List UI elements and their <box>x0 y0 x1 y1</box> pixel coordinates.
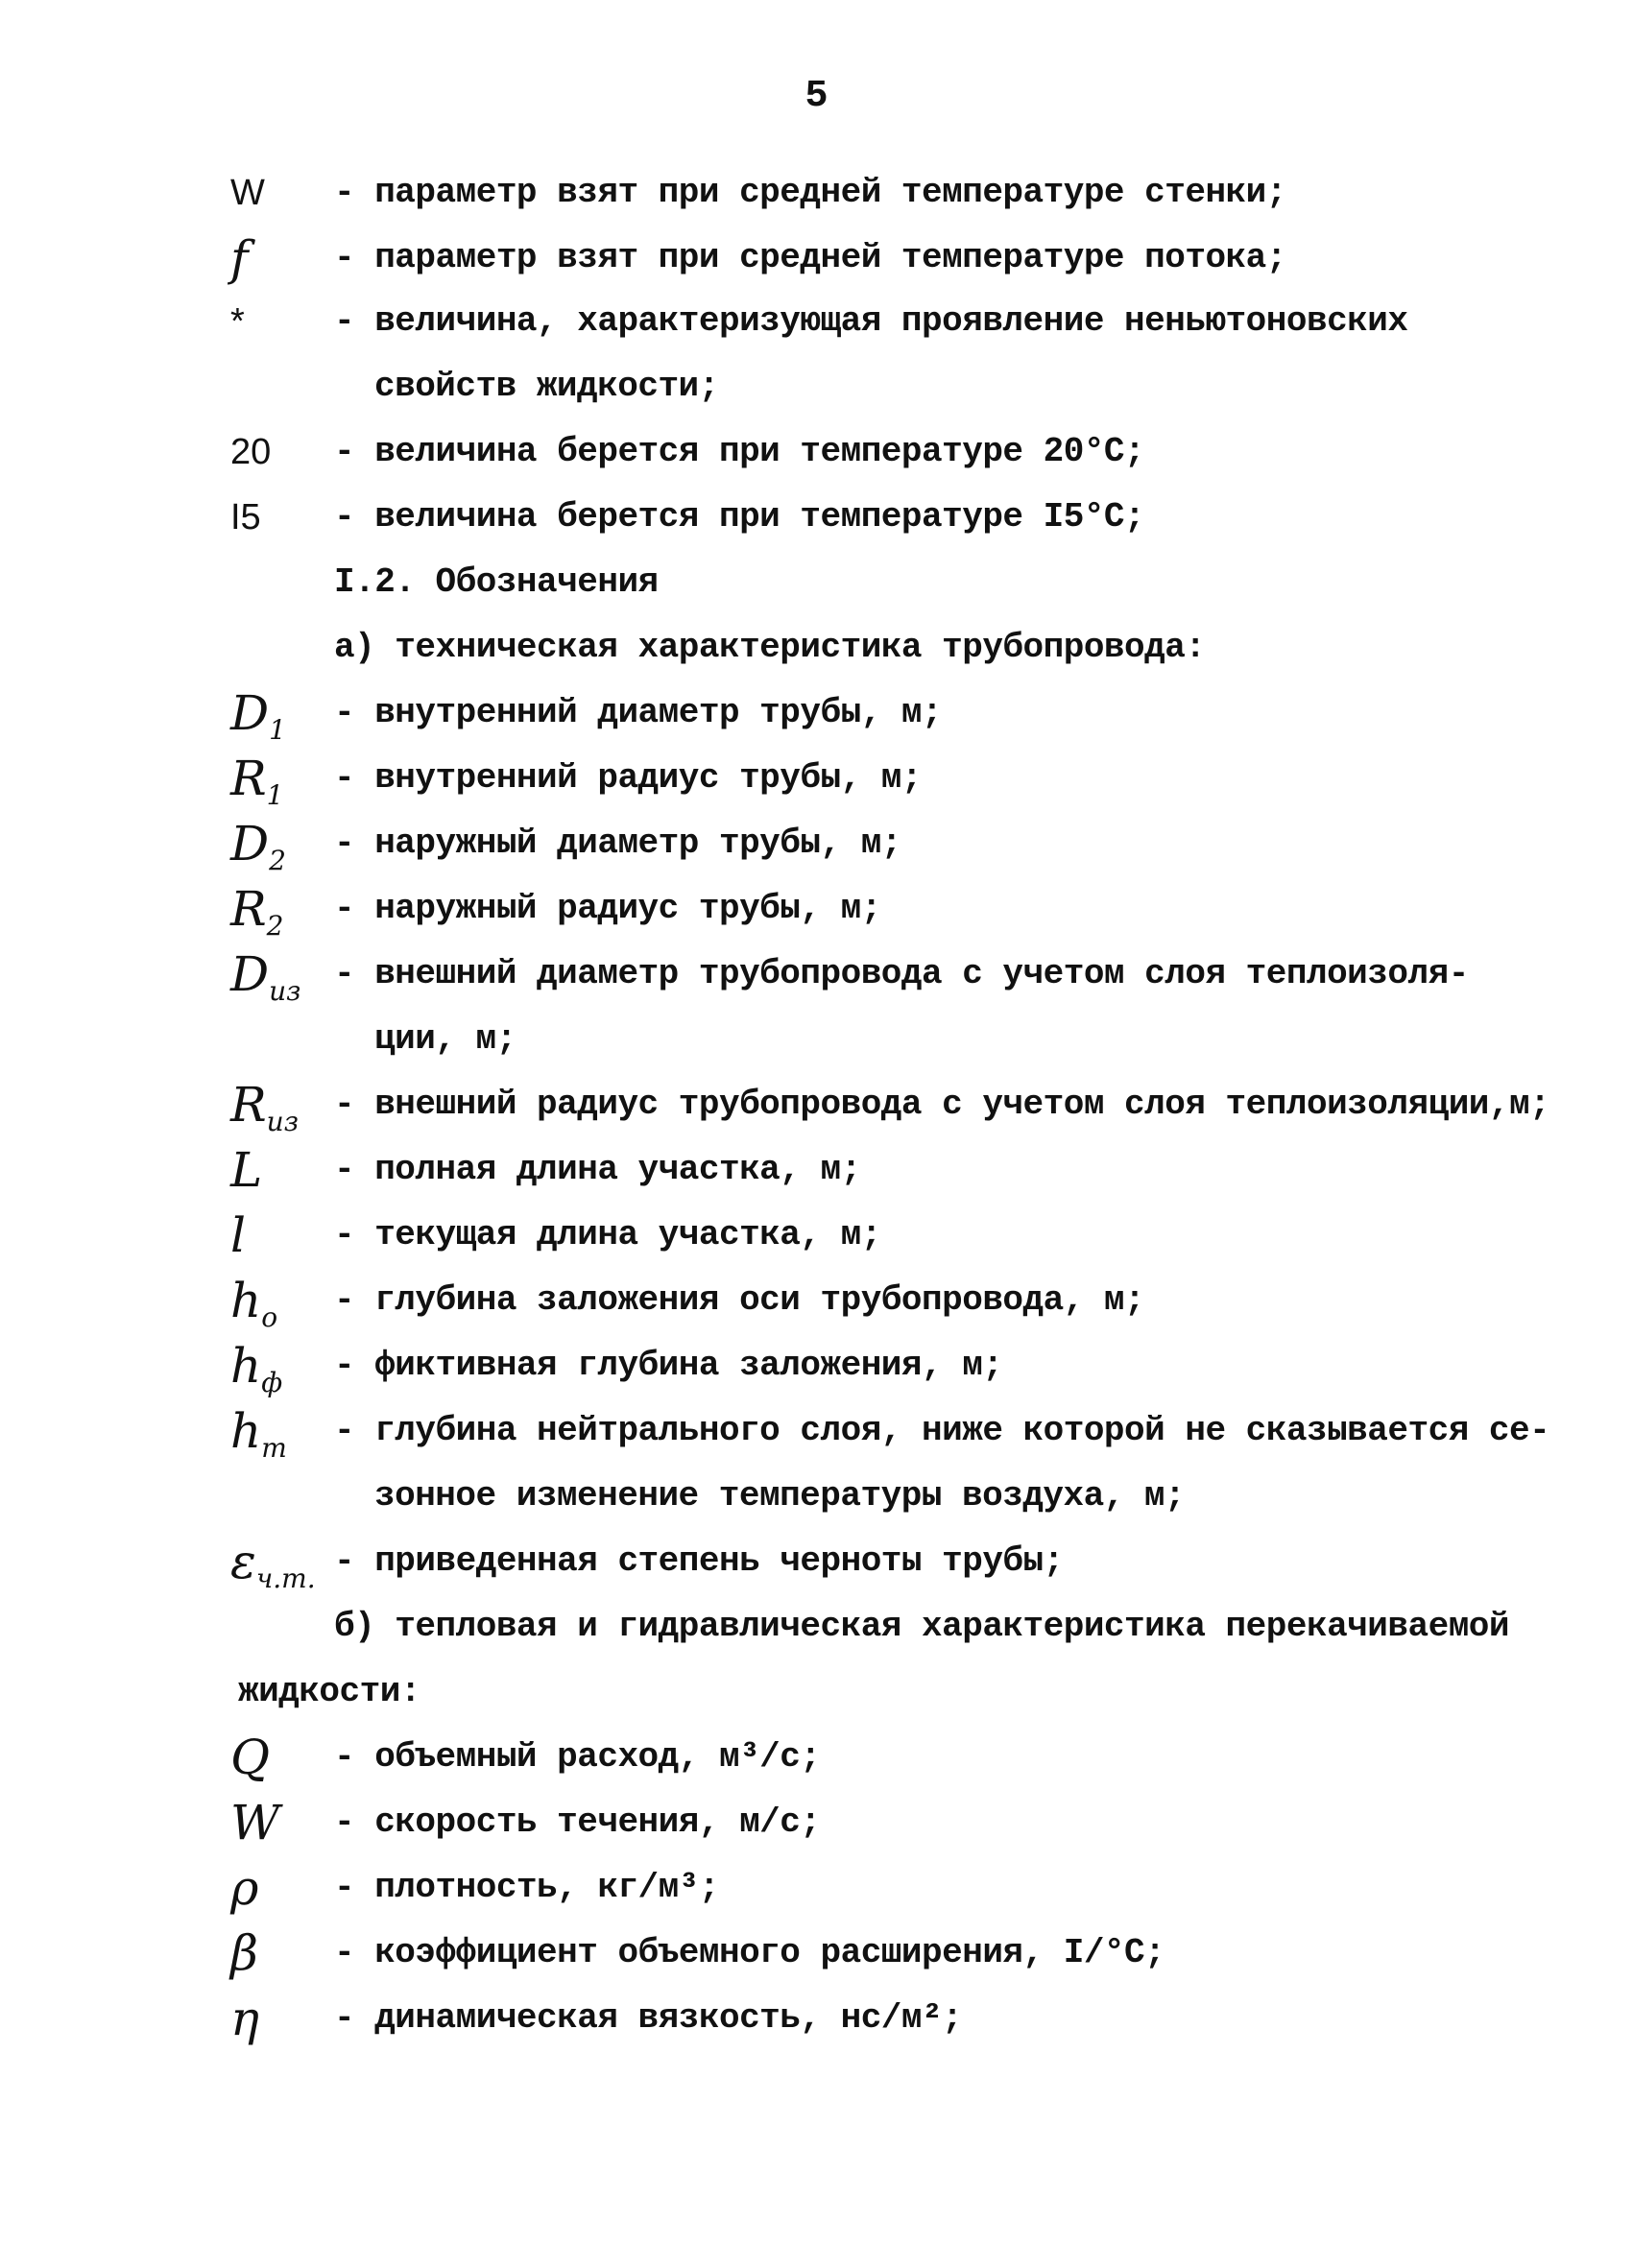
notation-row <box>0 1138 1633 1202</box>
notation-row <box>0 1791 1633 1854</box>
notation-row <box>0 1073 1633 1136</box>
definition: - величина берется при температуре I5°C; <box>334 497 1145 537</box>
subsection-b-continuation-row <box>0 1660 1633 1724</box>
notation-row <box>0 1399 1633 1463</box>
subscript-row <box>0 227 1633 290</box>
notation-row <box>0 747 1633 810</box>
symbol: $h_m$ <box>230 1403 287 1464</box>
symbol: $D_1$ <box>230 685 286 746</box>
definition: - глубина нейтрального слоя, ниже которой не сказывается се- <box>334 1411 1550 1450</box>
notation-row <box>0 812 1633 875</box>
definition: - параметр взят при средней температуре стенки; <box>334 173 1286 212</box>
symbol: l <box>230 1207 246 1263</box>
symbol: Q <box>230 1730 270 1785</box>
definition: - внутренний диаметр трубы, м; <box>334 693 943 732</box>
definition: - наружный радиус трубы, м; <box>334 889 881 928</box>
definition: - плотность, кг/м³; <box>334 1868 719 1907</box>
subsection-b-row <box>0 1595 1633 1659</box>
notation-row <box>0 1922 1633 1985</box>
symbol: 20 <box>230 432 272 472</box>
subscript-row <box>0 420 1633 484</box>
symbol: $R_1$ <box>230 751 284 811</box>
symbol: β <box>230 1925 258 1981</box>
symbol: L <box>230 1142 263 1198</box>
definition: - скорость течения, м/с; <box>334 1802 821 1842</box>
continuation-row <box>0 1465 1633 1528</box>
definition: - величина, характеризующая проявление неньютоновских <box>334 301 1408 341</box>
symbol: η <box>230 1991 259 2046</box>
definition: - объемный расход, м³/с; <box>334 1737 821 1777</box>
continuation-row <box>0 1008 1633 1071</box>
notation-row <box>0 943 1633 1006</box>
symbol: $D_{из}$ <box>230 946 301 1007</box>
notation-row <box>0 681 1633 745</box>
subscript-row <box>0 486 1633 549</box>
notation-row <box>0 1204 1633 1267</box>
definition: - приведенная степень черноты трубы; <box>334 1541 1064 1581</box>
subscript-row <box>0 161 1633 225</box>
definition: - внешний диаметр трубопровода с учетом слоя теплоизоля- <box>334 954 1469 993</box>
symbol: $R_2$ <box>230 881 284 942</box>
subsection-heading: б) тепловая и гидравлическая характеристика перекачиваемой <box>334 1607 1510 1646</box>
symbol: W <box>230 1795 280 1850</box>
page-number: 5 <box>804 75 829 118</box>
definition: - внутренний радиус трубы, м; <box>334 758 923 798</box>
symbol: $h_ф$ <box>230 1338 283 1398</box>
definition-continuation: зонное изменение температуры воздуха, м; <box>374 1476 1186 1516</box>
symbol: ρ <box>230 1860 259 1916</box>
notation-row <box>0 1269 1633 1332</box>
definition: - текущая длина участка, м; <box>334 1215 881 1254</box>
symbol: $\varepsilon_{ч.т.}$ <box>230 1534 316 1594</box>
notation-row <box>0 1334 1633 1397</box>
continuation-row <box>0 355 1633 418</box>
definition: - глубина заложения оси трубопровода, м; <box>334 1280 1145 1320</box>
subscript-row <box>0 290 1633 353</box>
symbol: I5 <box>230 497 261 537</box>
definition-continuation: свойств жидкости; <box>374 367 719 406</box>
definition-continuation: ции, м; <box>374 1019 516 1059</box>
notation-row <box>0 1530 1633 1593</box>
section-heading-row <box>0 551 1633 614</box>
symbol: * <box>230 301 245 342</box>
subsection-heading: а) техническая характеристика трубопровода: <box>334 628 1206 667</box>
definition: - величина берется при температуре 20°C; <box>334 432 1145 471</box>
definition: - внешний радиус трубопровода с учетом слоя теплоизоляции,м; <box>334 1085 1550 1124</box>
definition: - полная длина участка, м; <box>334 1150 861 1189</box>
notation-row <box>0 1726 1633 1789</box>
subsection-heading-continuation: жидкости: <box>238 1672 420 1711</box>
notation-row <box>0 877 1633 941</box>
notation-row <box>0 1856 1633 1920</box>
definition: - фиктивная глубина заложения, м; <box>334 1346 1003 1385</box>
symbol: $h_o$ <box>230 1273 278 1333</box>
definition: - коэффициент объемного расширения, I/°C; <box>334 1933 1165 1972</box>
definition: - наружный диаметр трубы, м; <box>334 824 901 863</box>
subsection-a-row <box>0 616 1633 680</box>
symbol: $D_2$ <box>230 816 286 876</box>
notation-row <box>0 1987 1633 2050</box>
definition: - динамическая вязкость, нс/м²; <box>334 1998 963 2038</box>
symbol: $R_{из}$ <box>230 1077 299 1137</box>
section-heading: I.2. Обозначения <box>334 562 659 602</box>
symbol: W <box>230 173 265 213</box>
definition: - параметр взят при средней температуре потока; <box>334 238 1286 277</box>
symbol: f <box>230 230 249 286</box>
